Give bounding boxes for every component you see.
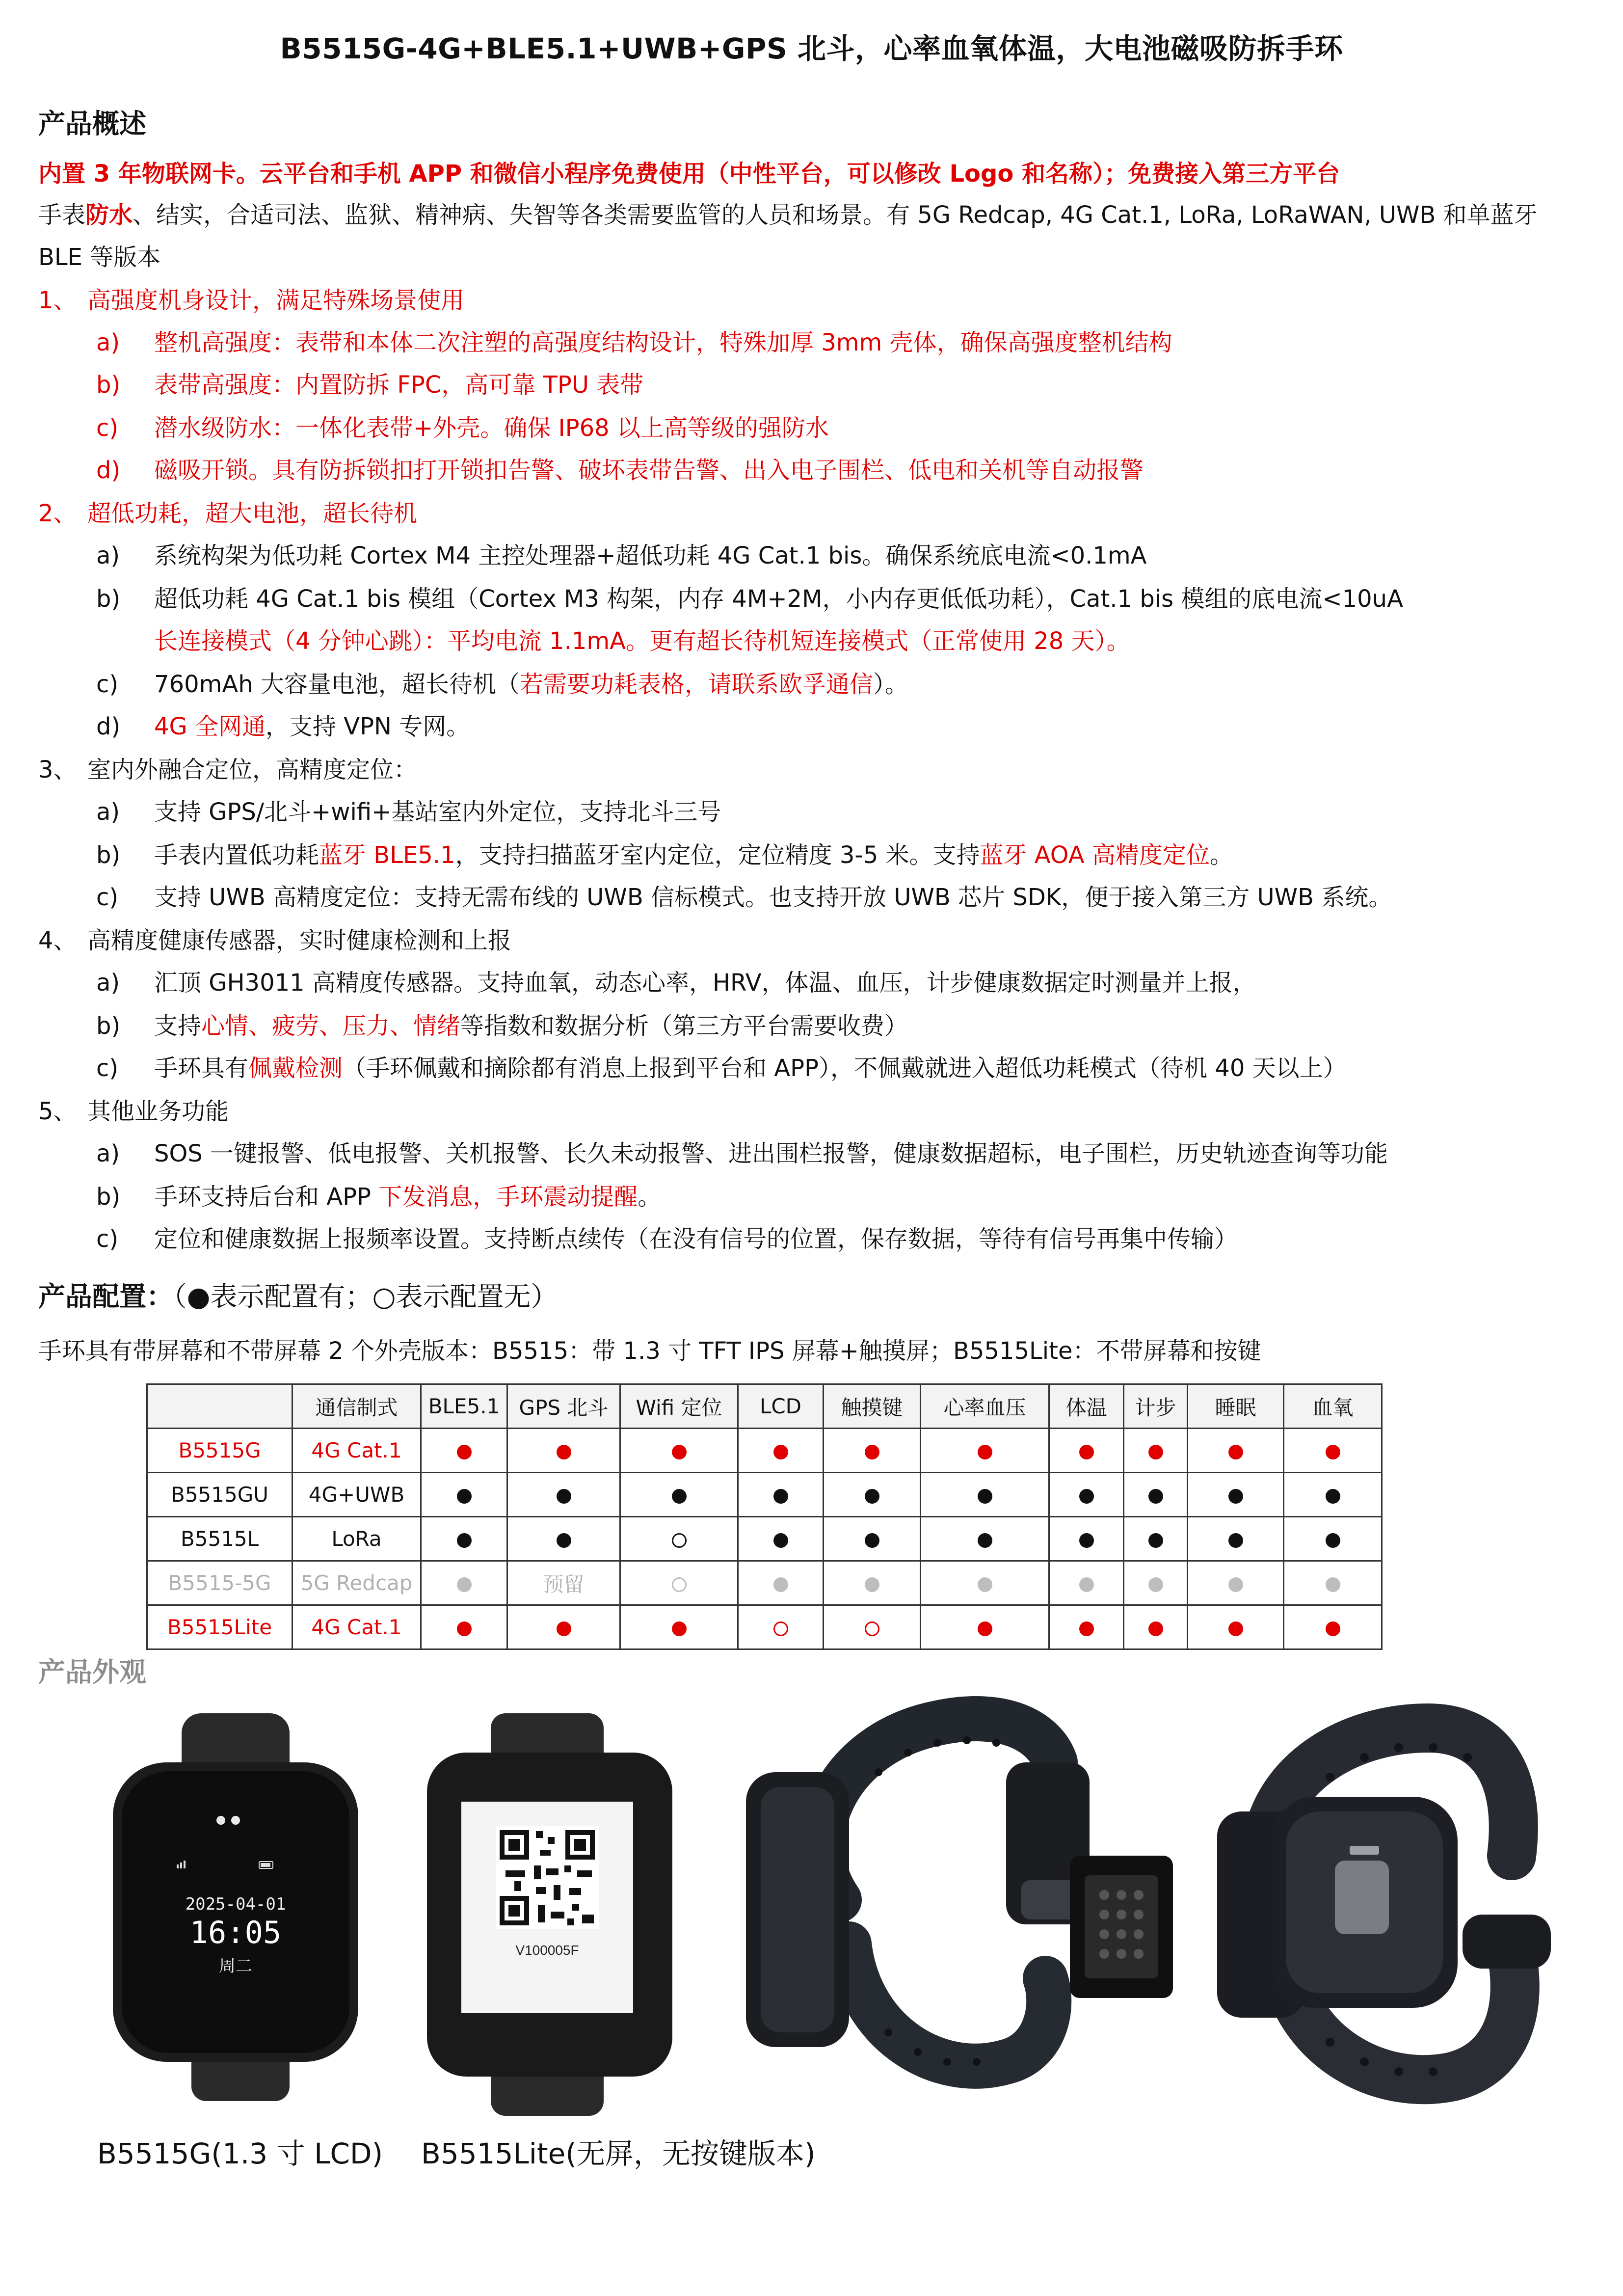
configured-icon — [1148, 1445, 1163, 1459]
item-label: c) — [96, 1225, 119, 1253]
config-row — [147, 1561, 1382, 1605]
not-configured-icon — [865, 1621, 879, 1636]
configured-icon — [672, 1489, 687, 1504]
config-feature-cell — [620, 1605, 738, 1649]
overview-intro-line2: BLE 等版本 — [38, 243, 161, 271]
config-feature-cell — [421, 1473, 507, 1517]
item-label: b) — [96, 1012, 121, 1040]
config-feature-cell — [824, 1605, 921, 1649]
configured-icon — [557, 1445, 571, 1459]
section-3a — [96, 797, 721, 827]
section-3b — [96, 840, 1233, 870]
configured-icon — [773, 1577, 788, 1592]
config-table-header — [147, 1384, 1382, 1429]
config-comm-cell: 5G Redcap — [293, 1561, 421, 1605]
configured-icon — [457, 1489, 472, 1504]
configured-icon — [1079, 1489, 1094, 1504]
intro-text: 手表 — [38, 201, 86, 229]
configured-icon — [457, 1533, 472, 1548]
configured-icon — [1326, 1621, 1340, 1636]
item-label: c) — [96, 414, 119, 442]
item-label: a) — [96, 1140, 120, 1167]
config-feature-cell — [1049, 1561, 1124, 1605]
watch-side-view-image — [731, 1689, 1222, 2116]
config-feature-cell — [507, 1473, 620, 1517]
item-text: 手环具有 — [154, 1054, 249, 1082]
item-text-red: 4G 全网通 — [154, 713, 266, 740]
config-col-header: BLE5.1 — [421, 1384, 507, 1429]
configured-icon — [978, 1621, 992, 1636]
configured-icon — [865, 1577, 879, 1592]
config-col-header: 触摸键 — [824, 1384, 921, 1429]
item-text-red: 心情、疲劳、压力、情绪 — [201, 1012, 461, 1040]
config-feature-cell — [1124, 1561, 1188, 1605]
config-feature-cell — [1188, 1605, 1284, 1649]
configured-icon — [557, 1621, 571, 1636]
configured-icon — [1079, 1621, 1094, 1636]
item-text-red: 蓝牙 BLE5.1 — [319, 841, 455, 869]
item-text: 支持 GPS/北斗+wifi+基站室内外定位，支持北斗三号 — [154, 798, 721, 826]
config-feature-cell — [824, 1429, 921, 1473]
config-feature-cell — [921, 1517, 1049, 1561]
not-configured-icon — [672, 1577, 687, 1592]
item-label: c) — [96, 884, 119, 911]
config-feature-cell — [1124, 1517, 1188, 1561]
section-1-number: 1、 — [38, 287, 77, 314]
configured-icon — [557, 1533, 571, 1548]
config-feature-cell — [1284, 1473, 1382, 1517]
not-configured-icon — [773, 1621, 788, 1636]
config-col-header: 睡眠 — [1188, 1384, 1284, 1429]
config-feature-cell — [507, 1605, 620, 1649]
section-2c — [96, 670, 908, 699]
configured-icon — [1228, 1577, 1243, 1592]
item-label: b) — [96, 585, 121, 613]
config-feature-cell — [1049, 1473, 1124, 1517]
item-label: b) — [96, 371, 121, 399]
watch-time: 16:05 — [189, 1915, 282, 1950]
configured-icon — [978, 1489, 992, 1504]
configured-icon — [865, 1489, 879, 1504]
config-feature-cell — [738, 1517, 824, 1561]
section-1-title — [38, 286, 464, 315]
configured-icon — [1079, 1577, 1094, 1592]
configured-icon — [773, 1445, 788, 1459]
config-heading-row — [38, 1279, 558, 1314]
configured-icon — [457, 1445, 472, 1459]
section-3-title — [38, 755, 417, 784]
item-text: （手环佩戴和摘除都有消息上报到平台和 APP），不佩戴就进入超低功耗模式（待机 40 天以上） — [343, 1054, 1347, 1082]
configured-icon — [1148, 1577, 1163, 1592]
section-2b-cont: 长连接模式（4 分钟心跳）：平均电流 1.1mA。更有超长待机短连接模式（正常使用 28 天）。 — [154, 627, 1130, 655]
config-feature-cell — [1124, 1473, 1188, 1517]
intro-waterproof: 防水 — [85, 201, 133, 229]
intro-text-2: 、结实，合适司法、监狱、精神病、失智等各类需要监管的人员和场景。有 5G Redcap, 4G Cat.1, LoRa, LoRaWAN, UWB 和单蓝牙 — [133, 201, 1538, 229]
config-legend: （●表示配置有；○表示配置无） — [173, 1281, 558, 1312]
section-2a — [96, 541, 1147, 570]
section-3-title-text: 室内外融合定位，高精度定位： — [87, 756, 418, 783]
section-1d — [96, 456, 1144, 485]
config-col-header — [147, 1384, 293, 1429]
item-label: b) — [96, 841, 121, 869]
configured-icon — [557, 1489, 571, 1504]
item-text-red: 佩戴检测 — [248, 1054, 343, 1082]
configured-icon — [1228, 1621, 1243, 1636]
item-text: 潜水级防水：一体化表带+外壳。确保 IP68 以上高等级的强防水 — [154, 414, 829, 442]
config-model-cell: B5515G — [147, 1429, 293, 1473]
configured-icon — [865, 1533, 879, 1548]
item-text: 。 — [1209, 841, 1233, 869]
magnetic-key-icon — [1070, 1856, 1173, 1998]
config-heading: 产品配置： — [38, 1281, 174, 1312]
qr-code-label: V100005F — [515, 1943, 579, 1958]
overview-heading: 产品概述 — [38, 108, 147, 139]
configured-icon — [1148, 1489, 1163, 1504]
config-comm-cell: 4G+UWB — [293, 1473, 421, 1517]
configured-icon — [1228, 1445, 1243, 1459]
config-model-cell: B5515GU — [147, 1473, 293, 1517]
item-text: 支持 UWB 高精度定位：支持无需布线的 UWB 信标模式。也支持开放 UWB 芯片 SDK，便于接入第三方 UWB 系统。 — [154, 884, 1392, 911]
item-text: ，支持 VPN 专网。 — [266, 713, 470, 740]
item-label: b) — [96, 1183, 121, 1211]
config-feature-cell — [824, 1517, 921, 1561]
item-text-red: 蓝牙 AOA 高精度定位 — [980, 841, 1210, 869]
section-5-number: 5、 — [38, 1098, 77, 1125]
config-feature-cell — [1284, 1429, 1382, 1473]
item-text: 等指数和数据分析（第三方平台需要收费） — [460, 1012, 908, 1040]
item-text: 磁吸开锁。具有防拆锁扣打开锁扣告警、破坏表带告警、出入电子围栏、低电和关机等自动报警 — [154, 457, 1144, 484]
config-feature-cell — [824, 1473, 921, 1517]
config-model-cell: B5515Lite — [147, 1605, 293, 1649]
item-text: 表带高强度：内置防拆 FPC，高可靠 TPU 表带 — [154, 371, 644, 399]
configured-icon — [1326, 1533, 1340, 1548]
section-3c — [96, 883, 1392, 912]
item-text: 手表内置低功耗 — [154, 841, 319, 869]
configured-icon — [1079, 1533, 1094, 1548]
item-text: SOS 一键报警、低电报警、关机报警、长久未动报警、进出围栏报警，健康数据超标，电子围栏，历史轨迹查询等功能 — [154, 1140, 1388, 1167]
config-col-header: GPS 北斗 — [507, 1384, 620, 1429]
config-col-header: Wifi 定位 — [620, 1384, 738, 1429]
config-feature-cell — [921, 1429, 1049, 1473]
item-text: 手环支持后台和 APP — [154, 1183, 379, 1211]
item-text: ）。 — [873, 671, 908, 698]
item-text: 定位和健康数据上报频率设置。支持断点续传（在没有信号的位置，保存数据，等待有信号再集中传输） — [154, 1225, 1238, 1253]
section-2-number: 2、 — [38, 500, 77, 527]
config-col-header: 通信制式 — [293, 1384, 421, 1429]
config-feature-cell — [1188, 1473, 1284, 1517]
item-label: a) — [96, 969, 120, 997]
config-feature-cell — [1284, 1561, 1382, 1605]
item-label: c) — [96, 671, 119, 698]
overview-highlight: 内置 3 年物联网卡。云平台和手机 APP 和微信小程序免费使用（中性平台，可以修改 Logo 和名称）；免费接入第三方平台 — [38, 160, 1340, 188]
configured-icon — [978, 1577, 992, 1592]
section-2b — [96, 584, 1403, 614]
config-feature-cell — [1284, 1605, 1382, 1649]
section-4-title — [38, 926, 511, 955]
section-5c — [96, 1224, 1238, 1254]
config-feature-cell — [738, 1561, 824, 1605]
config-row — [147, 1473, 1382, 1517]
configured-icon — [1326, 1489, 1340, 1504]
section-1a — [96, 328, 1172, 357]
item-text: 支持 — [154, 1012, 202, 1040]
config-col-header: 血氧 — [1284, 1384, 1382, 1429]
watch-b5515lite-image — [422, 1708, 677, 2121]
item-label: d) — [96, 713, 121, 740]
config-model-cell: B5515-5G — [147, 1561, 293, 1605]
config-feature-cell — [421, 1605, 507, 1649]
item-text-red: 下发消息，手环震动提醒 — [378, 1183, 638, 1211]
config-feature-cell — [921, 1473, 1049, 1517]
caption-b5515g: B5515G(1.3 寸 LCD) — [97, 2137, 383, 2170]
item-label: d) — [96, 457, 121, 484]
config-feature-cell — [620, 1517, 738, 1561]
configured-icon — [1079, 1445, 1094, 1459]
section-2d — [96, 712, 470, 741]
section-1-title-text: 高强度机身设计，满足特殊场景使用 — [87, 287, 465, 314]
config-feature-cell — [620, 1473, 738, 1517]
config-col-header: 体温 — [1049, 1384, 1124, 1429]
config-comm-cell: 4G Cat.1 — [293, 1605, 421, 1649]
item-text: ，支持扫描蓝牙室内定位，定位精度 3-5 米。支持 — [455, 841, 980, 869]
page-title: B5515G-4G+BLE5.1+UWB+GPS 北斗，心率血氧体温，大电池磁吸防拆手环 — [280, 32, 1343, 65]
item-label: a) — [96, 542, 120, 569]
configured-icon — [1148, 1621, 1163, 1636]
item-text-red: 若需要功耗表格，请联系欧孚通信 — [519, 671, 873, 698]
config-row — [147, 1605, 1382, 1649]
appearance-heading: 产品外观 — [38, 1656, 147, 1688]
config-row — [147, 1517, 1382, 1561]
config-feature-cell — [921, 1605, 1049, 1649]
section-4-title-text: 高精度健康传感器，实时健康检测和上报 — [87, 927, 512, 954]
section-1c — [96, 413, 829, 443]
config-comm-cell: LoRa — [293, 1517, 421, 1561]
config-feature-cell — [620, 1429, 738, 1473]
configured-icon — [1148, 1533, 1163, 1548]
configured-icon — [865, 1445, 879, 1459]
section-3-number: 3、 — [38, 756, 77, 783]
config-feature-cell — [421, 1429, 507, 1473]
config-row — [147, 1429, 1382, 1473]
caption-b5515lite: B5515Lite(无屏，无按键版本) — [421, 2137, 816, 2170]
config-feature-cell — [738, 1429, 824, 1473]
config-feature-cell — [1049, 1429, 1124, 1473]
config-feature-cell — [921, 1561, 1049, 1605]
config-model-cell: B5515L — [147, 1517, 293, 1561]
configured-icon — [672, 1621, 687, 1636]
config-feature-cell — [507, 1517, 620, 1561]
item-text: 汇顶 GH3011 高精度传感器。支持血氧，动态心率，HRV，体温、血压，计步健康数据定时测量并上报， — [154, 969, 1256, 997]
config-feature-cell — [1188, 1561, 1284, 1605]
config-feature-cell — [1284, 1517, 1382, 1561]
config-feature-text: 预留 — [507, 1561, 620, 1605]
item-label: c) — [96, 1054, 119, 1082]
config-feature-cell — [1188, 1429, 1284, 1473]
watch-weekday: 周二 — [219, 1956, 252, 1976]
section-5a — [96, 1139, 1388, 1168]
configured-icon — [1228, 1489, 1243, 1504]
section-4-number: 4、 — [38, 927, 77, 954]
config-feature-cell — [1188, 1517, 1284, 1561]
watch-back-view-image — [1207, 1699, 1561, 2121]
config-col-header: 心率血压 — [921, 1384, 1049, 1429]
config-feature-cell — [1124, 1429, 1188, 1473]
config-col-header: LCD — [738, 1384, 824, 1429]
configured-icon — [978, 1445, 992, 1459]
section-5-title — [38, 1097, 229, 1126]
config-feature-cell — [421, 1561, 507, 1605]
config-feature-cell — [738, 1473, 824, 1517]
item-text: 760mAh 大容量电池，超长待机（ — [154, 671, 520, 698]
section-2-title-text: 超低功耗，超大电池，超长待机 — [87, 500, 418, 527]
configured-icon — [1228, 1533, 1243, 1548]
config-feature-cell — [421, 1517, 507, 1561]
watch-b5515g-image — [103, 1708, 368, 2111]
section-4c — [96, 1053, 1347, 1083]
configured-icon — [1326, 1577, 1340, 1592]
configured-icon — [773, 1489, 788, 1504]
section-1b — [96, 370, 643, 400]
section-4a — [96, 968, 1256, 998]
config-feature-cell — [1049, 1605, 1124, 1649]
configured-icon — [457, 1621, 472, 1636]
config-feature-cell — [507, 1429, 620, 1473]
section-5-title-text: 其他业务功能 — [87, 1098, 229, 1125]
config-col-header: 计步 — [1124, 1384, 1188, 1429]
item-text: 超低功耗 4G Cat.1 bis 模组（Cortex M3 构架，内存 4M+2M，小内存更低低功耗），Cat.1 bis 模组的底电流<10uA — [154, 585, 1403, 613]
configured-icon — [457, 1577, 472, 1592]
not-configured-icon — [672, 1533, 687, 1548]
config-feature-cell — [620, 1561, 738, 1605]
config-feature-cell — [1049, 1517, 1124, 1561]
item-text: 。 — [638, 1183, 662, 1211]
config-comm-cell: 4G Cat.1 — [293, 1429, 421, 1473]
item-label: a) — [96, 329, 120, 356]
item-text: 系统构架为低功耗 Cortex M4 主控处理器+超低功耗 4G Cat.1 bis。确保系统底电流<0.1mA — [154, 542, 1147, 569]
configured-icon — [978, 1533, 992, 1548]
config-feature-cell — [824, 1561, 921, 1605]
item-label: a) — [96, 798, 120, 826]
config-feature-cell — [738, 1605, 824, 1649]
config-note: 手环具有带屏幕和不带屏幕 2 个外壳版本：B5515：带 1.3 寸 TFT IPS 屏幕+触摸屏；B5515Lite：不带屏幕和按键 — [38, 1337, 1261, 1365]
watch-date: 2025-04-01 — [185, 1894, 286, 1914]
section-4b — [96, 1011, 908, 1041]
configured-icon — [1326, 1445, 1340, 1459]
config-table-body — [147, 1429, 1382, 1649]
section-5b — [96, 1182, 661, 1212]
configured-icon — [672, 1445, 687, 1459]
overview-intro — [38, 200, 1538, 230]
config-feature-cell — [1124, 1605, 1188, 1649]
item-text: 整机高强度：表带和本体二次注塑的高强度结构设计，特殊加厚 3mm 壳体，确保高强度整机结构 — [154, 329, 1172, 356]
config-table — [146, 1383, 1383, 1650]
section-2-title — [38, 499, 417, 528]
configured-icon — [773, 1533, 788, 1548]
qr-code-icon — [496, 1826, 599, 1929]
